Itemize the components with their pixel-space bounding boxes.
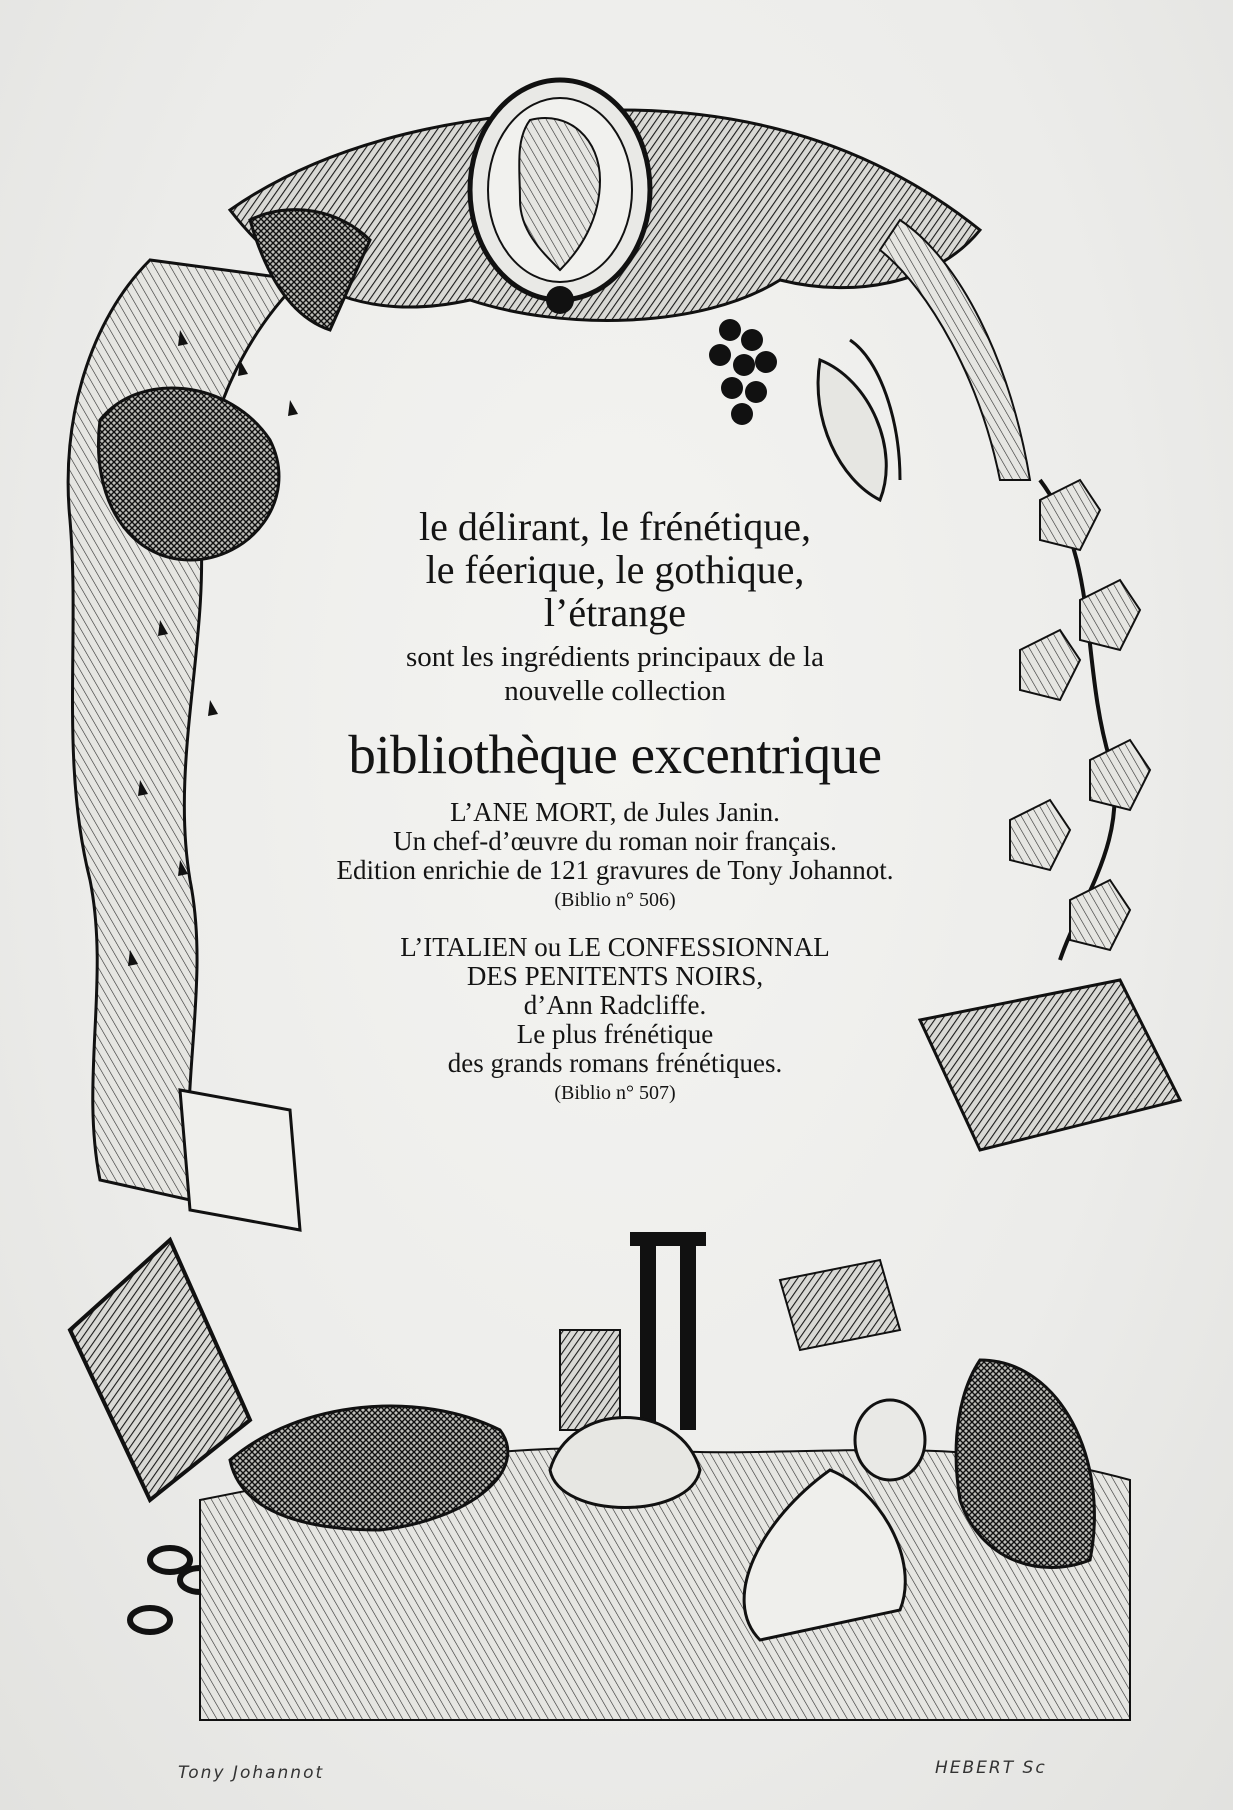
entry-line: L’ITALIEN ou LE CONFESSIONNAL — [400, 932, 830, 962]
entry-ane-mort — [230, 798, 1000, 913]
intro-line-5: nouvelle collection — [504, 675, 726, 707]
engraver-signature: HEBERT Sc — [935, 1758, 1047, 1778]
intro-line-4: sont les ingrédients principaux de la — [406, 641, 824, 673]
entry-line: L’ANE MORT, de Jules Janin. — [450, 797, 780, 827]
artist-signature: Tony Johannot — [178, 1763, 325, 1783]
biblio-ref: (Biblio n° 506) — [554, 889, 676, 911]
entry-italien — [230, 933, 1000, 1106]
entry-line: Edition enrichie de 121 gravures de Tony Johannot. — [336, 855, 894, 885]
intro-line-1: le délirant, le frénétique, — [418, 504, 812, 549]
entry-line: Le plus frénétique — [516, 1019, 714, 1049]
biblio-ref: (Biblio n° 507) — [554, 1082, 676, 1104]
entry-line: Un chef-d’œuvre du roman noir français. — [393, 826, 837, 856]
intro-line-3: l’étrange — [543, 590, 687, 635]
bottom-scene — [200, 1232, 1130, 1720]
entry-line: DES PENITENTS NOIRS, — [466, 961, 764, 991]
collection-title: bibliothèque excentrique — [348, 724, 882, 785]
entry-line: d’Ann Radcliffe. — [523, 990, 707, 1020]
entry-line: des grands romans frénétiques. — [447, 1048, 783, 1078]
top-garland — [230, 80, 1030, 500]
intro-line-2: le féerique, le gothique, — [425, 547, 805, 592]
advertisement-text — [230, 505, 1000, 1106]
